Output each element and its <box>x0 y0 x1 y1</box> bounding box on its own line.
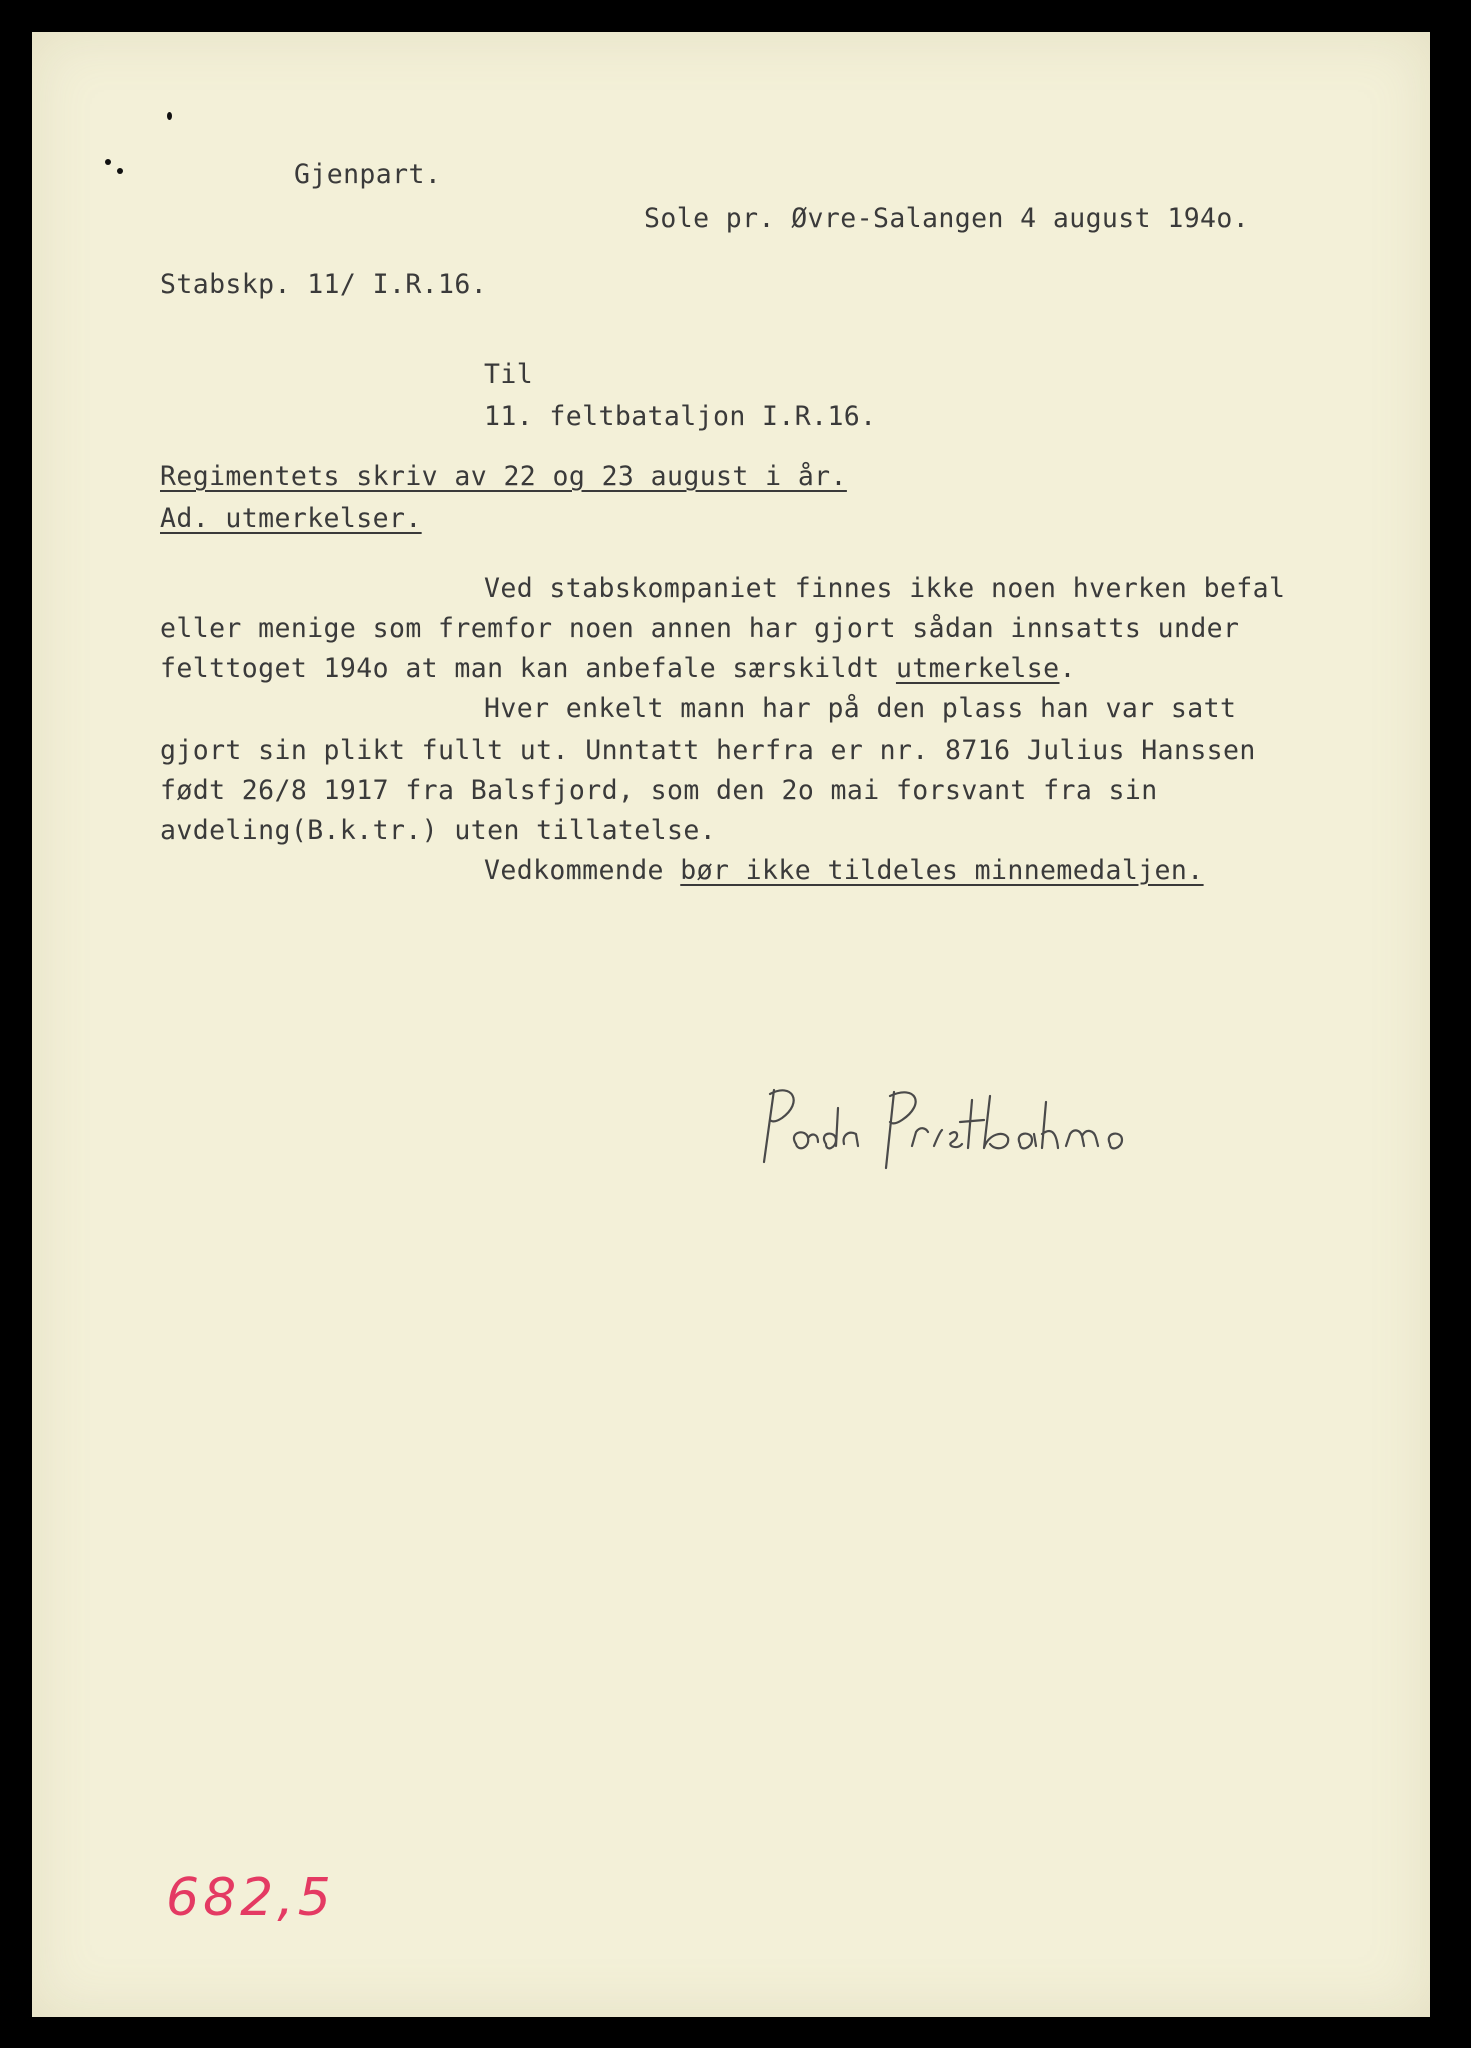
body-line-8 <box>484 855 1204 886</box>
body-line-4: Hver enkelt mann har på den plass han var satt <box>484 693 1237 724</box>
body-line-1: Ved stabskompaniet finnes ikke noen hverken befal <box>484 573 1286 604</box>
body-line-8-text: Vedkommende <box>484 855 681 886</box>
place-date: Sole pr. Øvre-Salangen 4 august 194o. <box>644 203 1250 234</box>
recipient: 11. feltbataljon I.R.16. <box>484 401 877 432</box>
archive-number: 682,5 <box>166 1868 335 1928</box>
body-line-7: avdeling(B.k.tr.) uten tillatelse. <box>160 815 717 846</box>
body-line-6: født 26/8 1917 fra Balsfjord, som den 2o mai forsvant fra sin <box>160 775 1158 806</box>
copy-label: Gjenpart. <box>294 159 442 190</box>
sender-unit: Stabskp. 11/ I.R.16. <box>160 269 488 300</box>
body-line-3-underlined: utmerkelse <box>895 653 1060 684</box>
body-line-3 <box>160 653 1076 684</box>
subject-heading: Ad. utmerkelser. <box>160 503 422 534</box>
document-page <box>32 32 1430 2017</box>
body-line-2: eller menige som fremfor noen annen har gjort sådan innsatts under <box>160 613 1240 644</box>
margin-mark <box>117 168 123 174</box>
subject-reference: Regimentets skriv av 22 og 23 august i år. <box>160 461 847 492</box>
margin-mark <box>167 112 172 120</box>
handwritten-signature <box>752 1072 1192 1182</box>
body-line-3-text: felttoget 194o at man kan anbefale særskildt <box>160 653 896 684</box>
margin-mark <box>105 159 111 165</box>
body-line-3-period: . <box>1059 653 1076 684</box>
to-label: Til <box>484 359 534 390</box>
body-line-5: gjort sin plikt fullt ut. Unntatt herfra er nr. 8716 Julius Hanssen <box>160 735 1256 766</box>
body-line-8-underlined: bør ikke tildeles minnemedaljen. <box>680 855 1204 886</box>
